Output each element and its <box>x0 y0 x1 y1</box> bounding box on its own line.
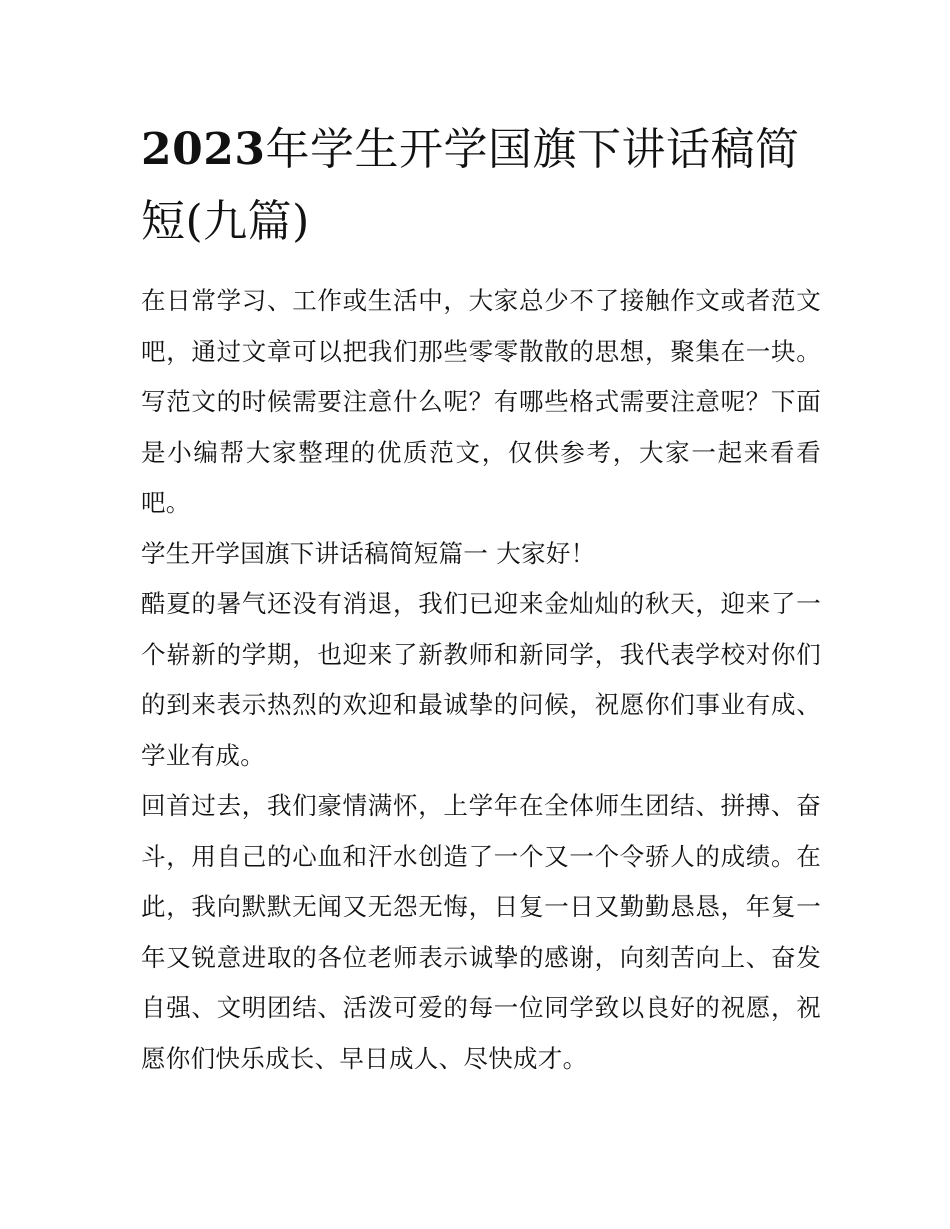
body-paragraph: 酷夏的暑气还没有消退，我们已迎来金灿灿的秋天，迎来了一个崭新的学期，也迎来了新教师和新同学，我代表学校对你们的到来表示热烈的欢迎和最诚挚的问候，祝愿你们事业有成、学业有成。 <box>141 589 821 770</box>
body-paragraph: 回首过去，我们豪情满怀，上学年在全体师生团结、拼搏、奋斗，用自己的心血和汗水创造了一个又一个令骄人的成绩。在此，我向默默无闻又无怨无悔，日复一日又勤勤恳恳，年复一年又锐意进取的各位老师表示诚挚的感谢，向刻苦向上、奋发自强、文明团结、活泼可爱的每一位同学致以良好的祝愿，祝愿你们快乐成长、早日成人、尽快成才。 <box>141 791 821 1073</box>
document-title <box>141 114 821 258</box>
title-year: 2023 <box>141 124 266 175</box>
document-page <box>141 114 821 1084</box>
section-heading-paragraph: 学生开学国旗下讲话稿简短篇一 大家好！ <box>141 538 596 568</box>
title-text: 年学生开学国旗下讲话稿简短(九篇) <box>141 124 800 247</box>
document-body <box>141 276 821 1084</box>
intro-paragraph: 在日常学习、工作或生活中，大家总少不了接触作文或者范文吧，通过文章可以把我们那些零零散散的思想，聚集在一块。写范文的时候需要注意什么呢？有哪些格式需要注意呢？下面是小编帮大家整理的优质范文，仅供参考，大家一起来看看吧。 <box>141 286 821 517</box>
